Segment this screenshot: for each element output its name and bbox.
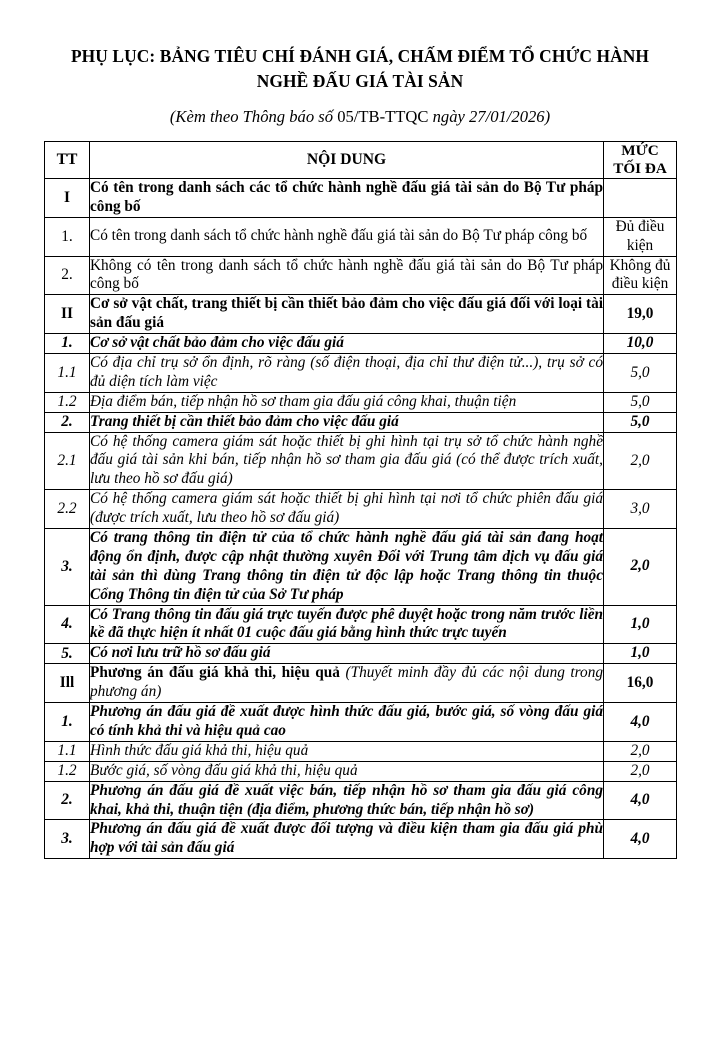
row-score-cell: 2,0 — [604, 761, 677, 781]
row-index-cell: 3. — [45, 529, 90, 606]
row-score-cell: 19,0 — [604, 295, 677, 334]
criteria-table-container — [44, 141, 676, 859]
row-score-cell: 2,0 — [604, 741, 677, 761]
row-content-cell — [90, 179, 604, 218]
row-content-text: Không có tên trong danh sách tổ chức hành nghề đấu giá tài sản do Bộ Tư pháp công bố — [90, 256, 603, 293]
document-subtitle — [62, 106, 658, 128]
row-index-cell: 1. — [45, 218, 90, 256]
table-body — [45, 179, 677, 859]
row-content-text: Hình thức đấu giá khả thi, hiệu quả — [90, 741, 309, 759]
table-row — [45, 761, 677, 781]
row-content-cell — [90, 490, 604, 529]
row-index-cell: 1.2 — [45, 392, 90, 412]
row-content-text: Phương án đấu giá khả thi, hiệu quả — [90, 664, 340, 682]
row-score-cell: 16,0 — [604, 664, 677, 703]
row-content-cell — [90, 741, 604, 761]
row-score-cell: Đủ điều kiện — [604, 218, 677, 256]
table-row — [45, 741, 677, 761]
table-row — [45, 334, 677, 354]
row-index-cell: Ill — [45, 664, 90, 703]
row-content-cell — [90, 218, 604, 256]
row-content-text: Có Trang thông tin đấu giá trực tuyến được phê duyệt hoặc trong năm trước liền kề đã thực hiện ít nhất 01 cuộc đấu giá bằng hình thức trực tuyến — [90, 605, 603, 642]
row-content-text: Có trang thông tin điện tử của tổ chức hành nghề đấu giá tài sản đang hoạt động ổn định, được cập nhật thường xuyên Đối với Trung tâm dịch vụ đấu giá tài sản thì dùng Trang thông tin điện tử độc lập hoặc Trang thông tin thuộc Cổng Thông tin điện tử của Sở Tư pháp — [90, 529, 603, 603]
row-index-cell: 4. — [45, 605, 90, 644]
row-index-cell: 2. — [45, 781, 90, 820]
page-title — [62, 44, 658, 93]
table-row — [45, 392, 677, 412]
subtitle-document-number: 05/TB-TTQC — [337, 107, 429, 127]
table-row — [45, 644, 677, 664]
row-content-cell — [90, 412, 604, 432]
row-content-cell — [90, 820, 604, 859]
row-content-cell — [90, 703, 604, 742]
row-content-cell — [90, 334, 604, 354]
subtitle-prefix: (Kèm theo Thông báo số — [169, 107, 338, 127]
row-content-text: Phương án đấu giá đề xuất được đối tượng và điều kiện tham gia đấu giá phù hợp với tài sản đấu giá — [90, 820, 603, 857]
table-header-row — [45, 142, 677, 179]
row-score-cell: 5,0 — [604, 354, 677, 393]
row-index-cell: 1. — [45, 334, 90, 354]
row-content-text: Có địa chỉ trụ sở ổn định, rõ ràng (số điện thoại, địa chỉ thư điện tử...), trụ sở có đủ diện tích làm việc — [90, 354, 603, 390]
row-index-cell: 1.1 — [45, 354, 90, 393]
table-header — [45, 142, 677, 179]
row-content-cell — [90, 664, 604, 703]
table-row — [45, 605, 677, 644]
row-content-text: Có tên trong danh sách các tổ chức hành nghề đấu giá tài sản do Bộ Tư pháp công bố — [90, 179, 603, 216]
table-row — [45, 781, 677, 820]
row-index-cell: 2.1 — [45, 432, 90, 490]
row-content-cell — [90, 392, 604, 412]
row-content-note: (Thuyết minh đầy đủ các nội dung trong phương án) — [90, 664, 603, 701]
row-content-text: Phương án đấu giá đề xuất việc bán, tiếp nhận hồ sơ tham gia đấu giá công khai, khả thi, thuận tiện (địa điểm, phương thức bán, tiếp nhận hồ sơ) — [90, 781, 603, 818]
page-title-line-1: PHỤ LỤC: BẢNG TIÊU CHÍ ĐÁNH GIÁ, CHẤM ĐIỂM TỔ CHỨC HÀNH — [70, 46, 650, 66]
page-title-line-2: NGHỀ ĐẤU GIÁ TÀI SẢN — [256, 70, 464, 91]
row-score-cell: 1,0 — [604, 605, 677, 644]
table-row — [45, 703, 677, 742]
row-index-cell: I — [45, 179, 90, 218]
row-content-text: Cơ sở vật chất, trang thiết bị cần thiết bảo đảm cho việc đấu giá đối với loại tài sản đấu giá — [90, 295, 603, 332]
row-score-cell: 2,0 — [604, 529, 677, 606]
row-content-cell — [90, 295, 604, 334]
row-content-cell — [90, 761, 604, 781]
column-header-score-line-2: TỐI ĐA — [613, 160, 667, 178]
table-row — [45, 295, 677, 334]
table-row — [45, 529, 677, 606]
subtitle-suffix: ngày 27/01/2026) — [428, 107, 551, 127]
row-content-text: Có hệ thống camera giám sát hoặc thiết bị ghi hình tại nơi tổ chức phiên đấu giá (được trích xuất, lưu theo hồ sơ đấu giá) — [90, 490, 603, 527]
row-content-cell — [90, 529, 604, 606]
title-block — [0, 0, 720, 128]
row-score-cell: 4,0 — [604, 781, 677, 820]
row-index-cell: 1. — [45, 703, 90, 742]
table-row — [45, 412, 677, 432]
row-score-cell: 4,0 — [604, 703, 677, 742]
row-content-text: Bước giá, số vòng đấu giá khả thi, hiệu quả — [90, 761, 358, 779]
row-score-cell: 3,0 — [604, 490, 677, 529]
row-content-text: Trang thiết bị cần thiết bảo đảm cho việc đấu giá — [90, 412, 399, 430]
row-score-cell: 5,0 — [604, 412, 677, 432]
table-row — [45, 354, 677, 393]
row-score-cell: 1,0 — [604, 644, 677, 664]
table-row — [45, 256, 677, 295]
row-content-text: Địa điểm bán, tiếp nhận hồ sơ tham gia đấu giá công khai, thuận tiện — [90, 392, 517, 410]
row-content-text: Có nơi lưu trữ hồ sơ đấu giá — [90, 644, 271, 662]
row-content-cell — [90, 605, 604, 644]
row-index-cell: 2.2 — [45, 490, 90, 529]
row-content-text: Cơ sở vật chất bảo đảm cho việc đấu giá — [90, 334, 344, 352]
column-header-content: NỘI DUNG — [90, 142, 604, 179]
row-score-cell: 5,0 — [604, 392, 677, 412]
table-row — [45, 490, 677, 529]
row-content-cell — [90, 256, 604, 295]
row-score-cell: 2,0 — [604, 432, 677, 490]
row-index-cell: 1.1 — [45, 741, 90, 761]
criteria-table — [44, 141, 677, 859]
row-score-cell — [604, 179, 677, 218]
table-row — [45, 664, 677, 703]
row-content-cell — [90, 432, 604, 490]
row-score-cell: 4,0 — [604, 820, 677, 859]
column-header-score — [604, 142, 677, 179]
column-header-tt: TT — [45, 142, 90, 179]
row-content-text: Có hệ thống camera giám sát hoặc thiết bị ghi hình tại trụ sở tổ chức hành nghề đấu giá tài sản khi bán, tiếp nhận hồ sơ tham gia đấu giá (có thể được trích xuất, lưu theo hồ sơ đấu giá) — [90, 432, 603, 488]
row-content-cell — [90, 644, 604, 664]
row-index-cell: 2. — [45, 256, 90, 295]
column-header-score-line-1: MỨC — [621, 142, 659, 159]
table-row — [45, 432, 677, 490]
row-score-cell: 10,0 — [604, 334, 677, 354]
row-content-cell — [90, 781, 604, 820]
row-content-cell — [90, 354, 604, 393]
row-index-cell: 5. — [45, 644, 90, 664]
table-row — [45, 218, 677, 256]
row-content-text: Phương án đấu giá đề xuất được hình thức đấu giá, bước giá, số vòng đấu giá có tính khả thi và hiệu quả cao — [90, 703, 603, 739]
row-index-cell: 3. — [45, 820, 90, 859]
row-score-cell: Không đủ điều kiện — [604, 256, 677, 295]
row-index-cell: 2. — [45, 412, 90, 432]
row-index-cell: II — [45, 295, 90, 334]
row-index-cell: 1.2 — [45, 761, 90, 781]
row-content-text: Có tên trong danh sách tổ chức hành nghề đấu giá tài sản do Bộ Tư pháp công bố — [90, 227, 588, 245]
table-row — [45, 179, 677, 218]
table-row — [45, 820, 677, 859]
